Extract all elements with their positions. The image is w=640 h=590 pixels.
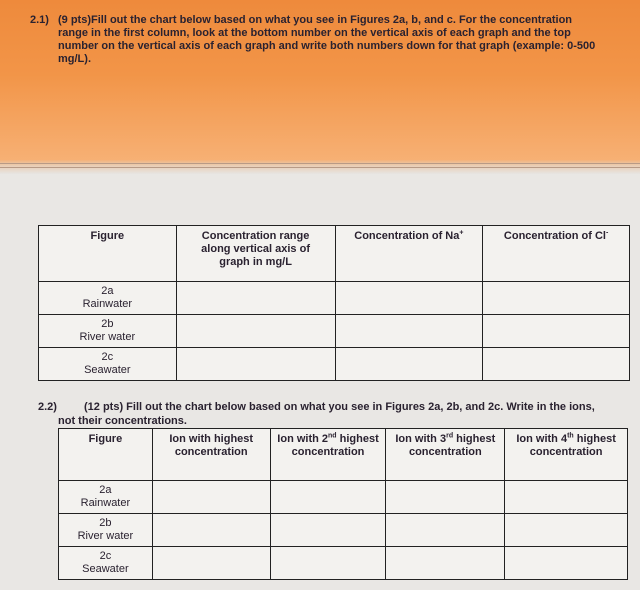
q1-line-1	[30, 14, 630, 27]
table-row	[39, 282, 630, 315]
q2-text-2: not their concentrations.	[58, 415, 187, 427]
t2-row-2b-ion3-cell[interactable]	[386, 514, 505, 547]
t2-row-2c-fig: 2c	[99, 550, 112, 562]
table2-header-row	[59, 429, 628, 481]
t1-row-2b-range-cell[interactable]	[176, 315, 335, 348]
table-row	[59, 547, 628, 580]
t1-header-cl	[483, 226, 630, 282]
t2-header-ion2-post: highest concentration	[291, 433, 379, 458]
t2-row-2a-ion4-cell[interactable]	[505, 481, 628, 514]
t2-row-2a-figure	[59, 481, 153, 514]
t2-row-2a-name: Rainwater	[80, 497, 131, 509]
t2-header-ion4-pre: Ion with 4	[516, 433, 568, 445]
t2-row-2a-ion2-cell[interactable]	[270, 481, 386, 514]
t1-row-2b-cl-cell[interactable]	[483, 315, 630, 348]
t2-row-2b-figure	[59, 514, 153, 547]
t2-row-2b-name: River water	[77, 530, 134, 542]
t2-row-2c-ion3-cell[interactable]	[386, 547, 505, 580]
t1-header-na-label: Concentration of Na	[354, 230, 460, 242]
t2-header-ion3-post: highest concentration	[408, 433, 496, 458]
t1-row-2c-cl-cell[interactable]	[483, 348, 630, 381]
table-row	[39, 315, 630, 348]
t1-row-2a-figure	[39, 282, 177, 315]
question-2-2	[38, 400, 638, 428]
t2-row-2c-ion1-cell[interactable]	[152, 547, 270, 580]
t1-header-cl-sup: -	[605, 229, 609, 237]
t2-row-2a-fig: 2a	[99, 484, 112, 496]
q1-text-3: number on the vertical axis of each graph and write both numbers down for that graph (example: 0-500	[58, 40, 596, 52]
table-row	[59, 514, 628, 547]
t2-header-ion2-pre: Ion with 2	[277, 433, 329, 445]
t1-row-2a-fig: 2a	[101, 285, 114, 297]
table-2-1	[38, 225, 630, 381]
t1-row-2a-range-cell[interactable]	[176, 282, 335, 315]
separator-line-2	[0, 167, 640, 168]
t1-row-2b-name: River water	[79, 331, 136, 343]
t2-header-figure: Figure	[59, 429, 153, 481]
t1-row-2c-name: Seawater	[84, 364, 131, 376]
t1-row-2a-name: Rainwater	[82, 298, 133, 310]
t1-header-range: Concentration range along vertical axis of graph in mg/L	[176, 226, 335, 282]
t1-row-2c-na-cell[interactable]	[335, 348, 483, 381]
t1-row-2a-cl-cell[interactable]	[483, 282, 630, 315]
q1-text-4: mg/L).	[58, 53, 91, 65]
question-2-1	[30, 14, 630, 66]
q1-text-1: (9 pts)Fill out the chart below based on what you see in Figures 2a, b, and c. For the concentration	[58, 14, 573, 26]
t2-row-2b-ion4-cell[interactable]	[505, 514, 628, 547]
t1-header-na-sup: +	[459, 229, 464, 237]
t1-row-2b-fig: 2b	[101, 318, 114, 330]
table-2-2	[58, 428, 628, 580]
separator-line-1	[0, 163, 640, 164]
table-row	[39, 348, 630, 381]
t1-row-2c-fig: 2c	[101, 351, 114, 363]
t2-row-2b-ion2-cell[interactable]	[270, 514, 386, 547]
t2-header-ion1: Ion with highest concentration	[152, 429, 270, 481]
t1-header-na	[335, 226, 483, 282]
t2-row-2b-ion1-cell[interactable]	[152, 514, 270, 547]
t1-header-cl-label: Concentration of Cl	[503, 230, 606, 242]
t1-row-2c-range-cell[interactable]	[176, 348, 335, 381]
table-row	[59, 481, 628, 514]
t2-row-2a-ion3-cell[interactable]	[386, 481, 505, 514]
table1-header-row	[39, 226, 630, 282]
t1-header-figure: Figure	[39, 226, 177, 282]
t1-row-2c-figure	[39, 348, 177, 381]
t2-header-ion2	[270, 429, 386, 481]
t2-header-ion3	[386, 429, 505, 481]
t2-header-ion3-sup: rd	[446, 432, 454, 440]
t1-row-2b-figure	[39, 315, 177, 348]
q2-number: 2.2)	[38, 401, 57, 413]
t2-header-ion4	[505, 429, 628, 481]
q1-number: 2.1)	[30, 14, 49, 26]
t2-row-2c-ion4-cell[interactable]	[505, 547, 628, 580]
t1-row-2b-na-cell[interactable]	[335, 315, 483, 348]
t2-row-2c-figure	[59, 547, 153, 580]
t2-header-ion3-pre: Ion with 3	[395, 433, 447, 445]
t2-header-ion2-sup: nd	[328, 432, 337, 440]
t2-header-ion4-post: highest concentration	[529, 433, 616, 458]
t1-row-2a-na-cell[interactable]	[335, 282, 483, 315]
t2-header-ion4-sup: th	[567, 432, 574, 440]
q2-text-1: (12 pts) Fill out the chart below based on what you see in Figures 2a, 2b, and 2c. Write in the ions,	[84, 401, 595, 413]
t2-row-2b-fig: 2b	[99, 517, 112, 529]
q1-text-2: range in the first column, look at the bottom number on the vertical axis of each graph and the top	[58, 27, 571, 39]
q2-line-1	[38, 400, 638, 414]
t2-row-2c-ion2-cell[interactable]	[270, 547, 386, 580]
t2-row-2a-ion1-cell[interactable]	[152, 481, 270, 514]
t2-row-2c-name: Seawater	[82, 563, 129, 575]
